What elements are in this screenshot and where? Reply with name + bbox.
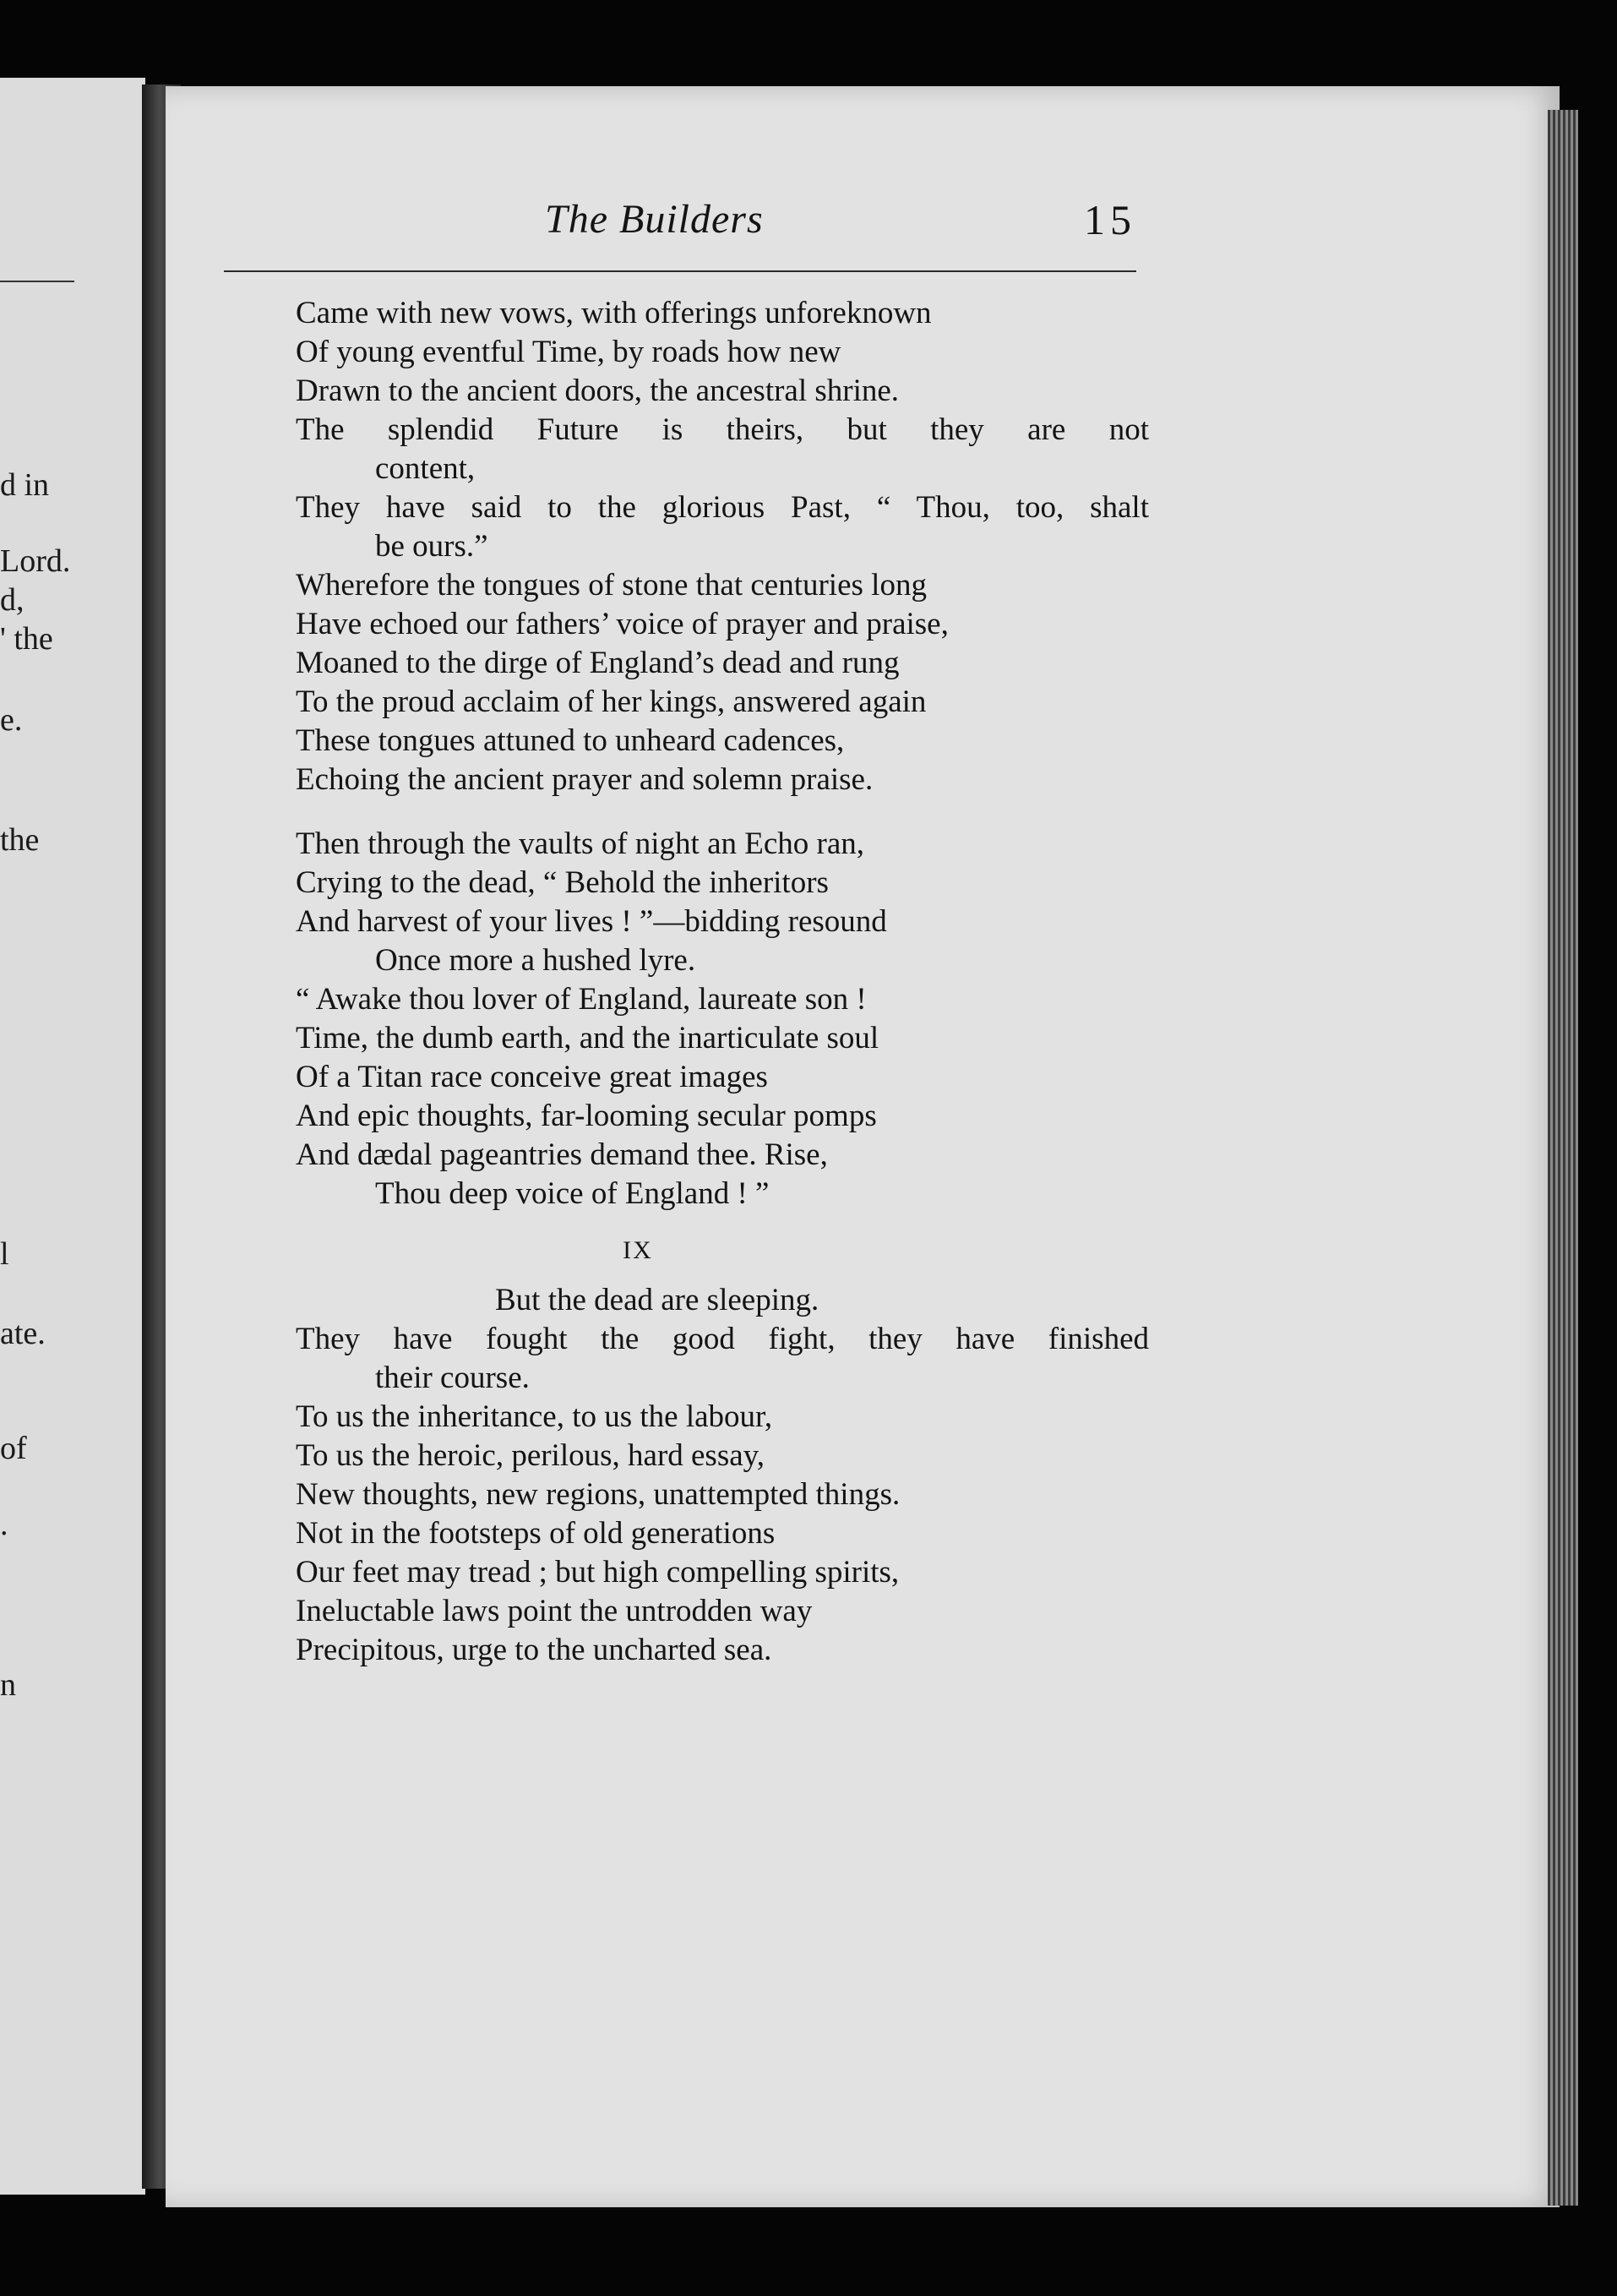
left-page-head-rule (0, 281, 74, 282)
poem-line: Echoing the ancient prayer and solemn praise. (296, 762, 874, 797)
left-page-fragment: Lord. (0, 543, 71, 579)
poem-text (296, 294, 1149, 1670)
poem-line: Moaned to the dirge of England’s dead and rung (296, 646, 900, 680)
poem-line: Then through the vaults of night an Echo ran, (296, 826, 865, 861)
running-title: The Builders (545, 197, 764, 242)
poem-line: Our feet may tread ; but high compelling spirits, (296, 1555, 900, 1590)
section-numeral: IX (623, 1236, 653, 1264)
poem-line: The splendid Future is theirs, but they are not (296, 412, 1149, 447)
left-page-fragment: d, (0, 582, 24, 618)
running-head-rule (224, 270, 1136, 272)
running-head (224, 194, 1136, 254)
poem-line: Time, the dumb earth, and the inarticulate soul (296, 1021, 879, 1055)
poem-line: But the dead are sleeping. (495, 1283, 819, 1317)
poem-line: Not in the footsteps of old generations (296, 1516, 776, 1551)
poem-line: “ Awake thou lover of England, laureate son ! (296, 982, 867, 1017)
page-number: 15 (1084, 196, 1136, 243)
poem-line: Came with new vows, with offerings unforeknown (296, 296, 932, 330)
poem-line: Ineluctable laws point the untrodden way (296, 1594, 813, 1628)
poem-line: Of young eventful Time, by roads how new (296, 335, 841, 369)
poem-line: To us the inheritance, to us the labour, (296, 1399, 773, 1434)
left-page-fragment: l (0, 1236, 9, 1272)
poem-line: Have echoed our fathers’ voice of prayer and praise, (296, 607, 949, 641)
left-facing-page (0, 78, 145, 2195)
poem-line: To us the heroic, perilous, hard essay, (296, 1438, 765, 1473)
left-page-fragment: ' the (0, 621, 53, 657)
poem-line: And harvest of your lives ! ”—bidding resound (296, 904, 887, 939)
poem-line: Precipitous, urge to the uncharted sea. (296, 1633, 772, 1667)
poem-line: Drawn to the ancient doors, the ancestral shrine. (296, 374, 900, 408)
poem-line-continuation: be ours.” (375, 529, 488, 564)
poem-line: To the proud acclaim of her kings, answered again (296, 684, 927, 719)
left-page-fragment: the (0, 822, 40, 858)
left-page-fragment: d in (0, 467, 50, 503)
poem-line-continuation: content, (375, 451, 476, 486)
poem-line-continuation: their course. (375, 1361, 530, 1395)
poem-line: These tongues attuned to unheard cadences, (296, 723, 845, 758)
left-page-fragment: of (0, 1431, 27, 1466)
poem-line: Crying to the dead, “ Behold the inheritors (296, 865, 829, 900)
page-edges (1548, 110, 1578, 2206)
poem-line: Of a Titan race conceive great images (296, 1060, 768, 1094)
poem-line: Wherefore the tongues of stone that centuries long (296, 568, 927, 603)
left-page-fragment: ate. (0, 1316, 46, 1351)
poem-line: And epic thoughts, far-looming secular pomps (296, 1099, 877, 1133)
poem-line: They have said to the glorious Past, “ Thou, too, shalt (296, 490, 1149, 525)
stanza-gap (296, 799, 1149, 825)
left-page-fragment: . (0, 1507, 8, 1542)
poem-line: They have fought the good fight, they have finished (296, 1322, 1149, 1356)
poem-line: Thou deep voice of England ! ” (375, 1176, 770, 1211)
poem-line: New thoughts, new regions, unattempted things. (296, 1477, 901, 1512)
poem-line: And dædal pageantries demand thee. Rise, (296, 1137, 828, 1172)
poem-line: Once more a hushed lyre. (375, 943, 696, 978)
left-page-fragment: e. (0, 702, 23, 738)
left-page-fragment: n (0, 1667, 16, 1703)
